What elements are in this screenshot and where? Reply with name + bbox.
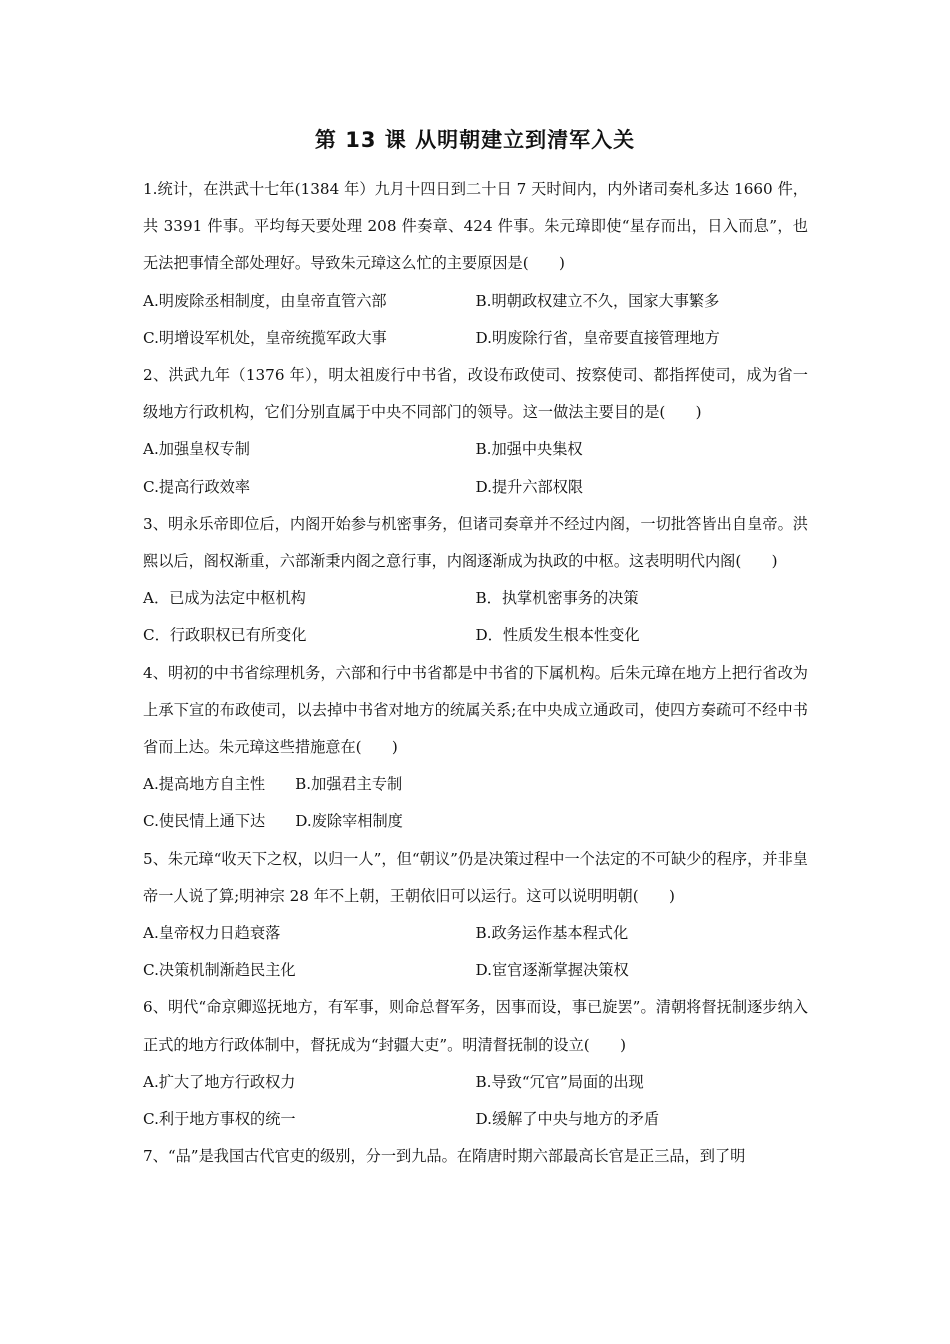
option-c: C．行政职权已有所变化 — [143, 626, 307, 645]
question-3 — [143, 506, 808, 655]
question-6 — [143, 989, 808, 1138]
option-d: D.缓解了中央与地方的矛盾 — [475, 1110, 660, 1129]
question-stem: 3、明永乐帝即位后，内阁开始参与机密事务，但诸司奏章并不经过内阁，一切批答皆出自皇帝。洪熙以后，阁权渐重，六部渐秉内阁之意行事，内阁逐渐成为执政的中枢。这表明明代内阁( ) — [143, 514, 808, 571]
question-stem: 1.统计，在洪武十七年(1384 年）九月十四日到二十日 7 天时间内，内外诸司奏札多达 1660 件，共 3391 件事。平均每天要处理 208 件奏章、424 件事。朱元璋即使“星存而出，日入而息”，也无法把事情全部处理好。导致朱元璋这么忙的主要原因是( ) — [143, 180, 808, 273]
option-b: B.明朝政权建立不久，国家大事繁多 — [475, 291, 720, 310]
option-b: B.政务运作基本程式化 — [475, 924, 629, 943]
option-b: B.导致“冗官”局面的出现 — [475, 1072, 644, 1091]
option-d: D．性质发生根本性变化 — [475, 626, 640, 645]
question-5 — [143, 841, 808, 990]
option-b: B.加强君主专制 — [295, 775, 403, 794]
option-a: A．已成为法定中枢机构 — [143, 589, 306, 608]
question-2 — [143, 357, 808, 506]
question-stem: 4、明初的中书省综理机务，六部和行中书省都是中书省的下属机构。后朱元璋在地方上把行省改为上承下宣的布政使司，以去掉中书省对地方的统属关系;在中央成立通政司，使四方奏疏可不经中书省而上达。朱元璋这些措施意在( ) — [143, 663, 808, 757]
option-a: A.皇帝权力日趋衰落 — [143, 924, 281, 943]
option-b: B.加强中央集权 — [475, 440, 583, 459]
option-c: C.使民情上通下达 — [143, 812, 266, 831]
option-a: A.提高地方自主性 — [143, 775, 266, 794]
option-c: C.决策机制渐趋民主化 — [143, 961, 296, 980]
page-title: 第 13 课 从明朝建立到清军入关 — [314, 128, 636, 152]
option-d: D.明废除行省，皇帝要直接管理地方 — [475, 328, 720, 347]
option-row — [143, 283, 808, 320]
option-c: C.利于地方事权的统一 — [143, 1110, 296, 1129]
question-stem: 7、“品”是我国古代官吏的级别，分一到九品。在隋唐时期六部最高长官是正三品，到了明 — [143, 1147, 746, 1166]
option-row — [143, 431, 808, 468]
question-7 — [143, 1138, 808, 1175]
option-a: A.扩大了地方行政权力 — [143, 1072, 296, 1091]
option-row — [143, 952, 808, 989]
option-c: C.明增设军机处，皇帝统揽军政大事 — [143, 328, 387, 347]
option-row — [143, 915, 808, 952]
question-stem: 5、朱元璋“收天下之权，以归一人”，但“朝议”仍是决策过程中一个法定的不可缺少的程序，并非皇帝一人说了算;明神宗 28 年不上朝，王朝依旧可以运行。这可以说明明朝( ) — [143, 849, 808, 905]
option-a: A.加强皇权专制 — [143, 440, 250, 459]
question-1 — [143, 171, 808, 357]
question-4 — [143, 655, 808, 841]
option-row — [143, 803, 808, 840]
option-row — [143, 1101, 808, 1138]
option-row — [143, 580, 808, 617]
question-stem: 6、明代“命京卿巡抚地方，有军事，则命总督军务，因事而设，事已旋罢”。清朝将督抚制逐步纳入正式的地方行政体制中，督抚成为“封疆大吏”。明清督抚制的设立( ) — [143, 998, 808, 1054]
option-c: C.提高行政效率 — [143, 477, 251, 496]
option-d: D.宦官逐渐掌握决策权 — [475, 961, 629, 980]
option-row — [143, 469, 808, 506]
option-row — [143, 617, 808, 654]
option-b: B．执掌机密事务的决策 — [475, 589, 639, 608]
option-d: D.废除宰相制度 — [295, 812, 403, 831]
option-d: D.提升六部权限 — [475, 477, 584, 496]
question-stem: 2、洪武九年（1376 年），明太祖废行中书省，改设布政使司、按察使司、都指挥使司，成为省一级地方行政机构，它们分别直属于中央不同部门的领导。这一做法主要目的是( ) — [143, 366, 808, 422]
option-a: A.明废除丞相制度，由皇帝直管六部 — [143, 291, 387, 310]
question-list — [143, 171, 808, 1175]
option-row — [143, 1064, 808, 1101]
option-row — [143, 766, 808, 803]
option-row — [143, 320, 808, 357]
